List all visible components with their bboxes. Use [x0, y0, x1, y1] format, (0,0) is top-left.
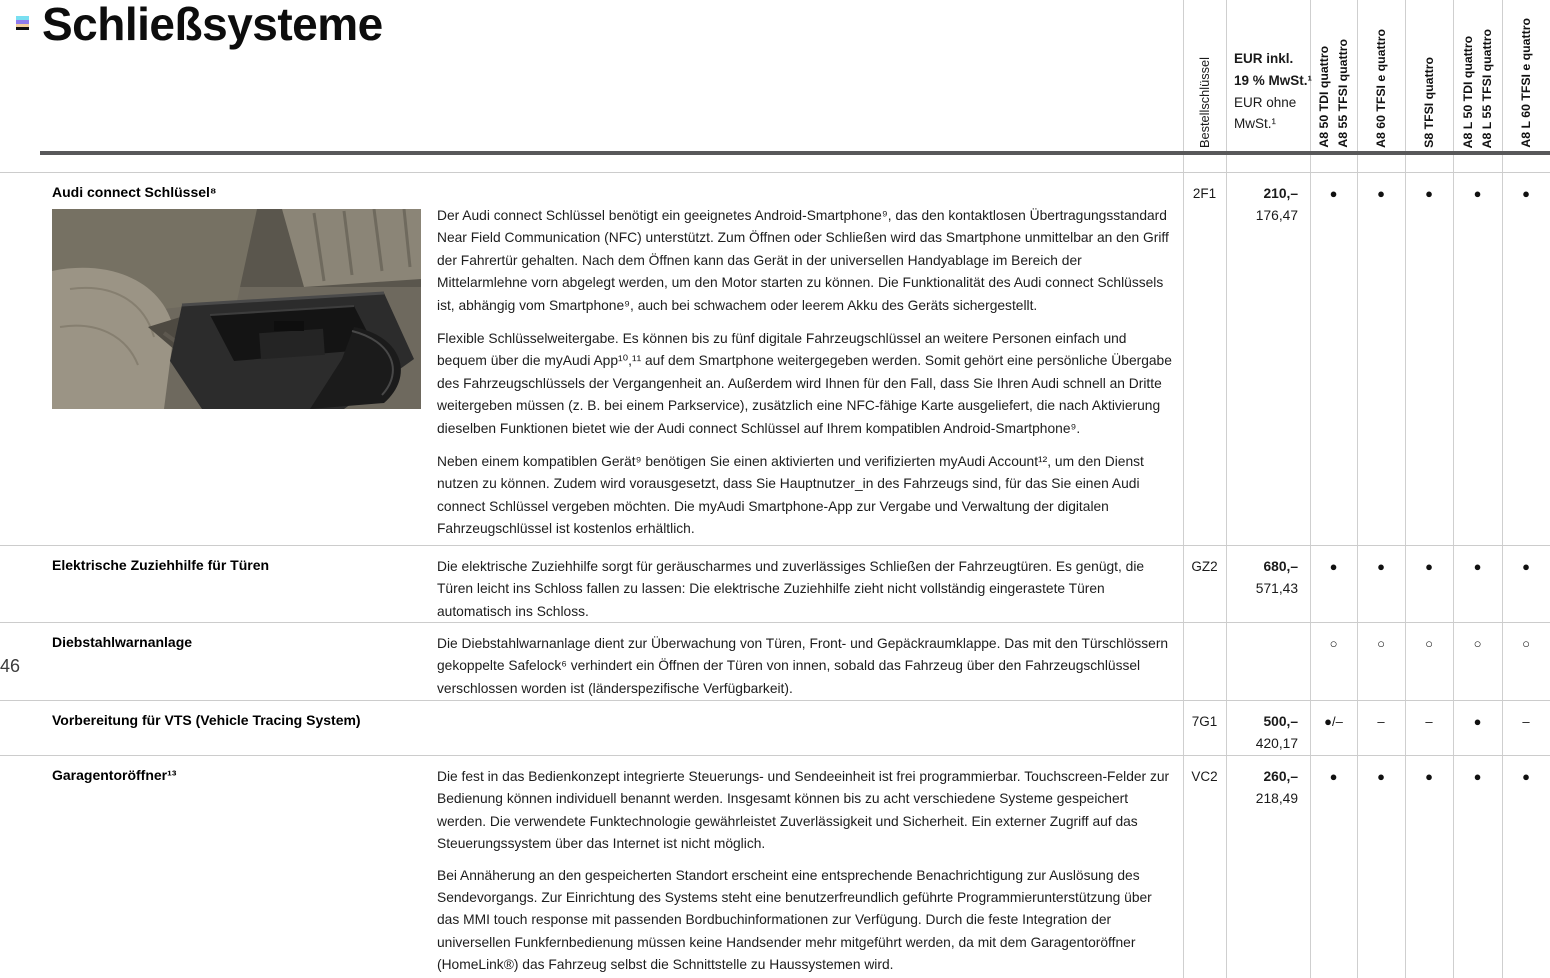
order-code: 2F1 — [1192, 186, 1217, 201]
availability-marker: ● — [1377, 559, 1385, 574]
description-paragraph: Flexible Schlüsselweitergabe. Es können bis zu fünf digitale Fahrzeugschlüssel an weitere Personen einfach und bequem über die myAudi App¹⁰,¹¹ auf dem Smartphone weitergegeben werden. Somit gehört eine persönliche Übergabe des Fahrzeugschlüssels der Vergangenheit an. Außerdem wird Ihnen für den Fall, dass Sie Ihren Audi schnell an Dritte weitergeben müssen (z. B. bei einem Parkservice), zusätzlich eine NFC-fähige Karte ausgeliefert, die nach Aktivierung dieselben Funktionen bietet wie der Audi connect Schlüssel auf Ihrem kompatiblen Android-Smartphone⁹. — [437, 331, 1172, 436]
model-name: A8 55 TFSI quattro — [1335, 39, 1350, 148]
availability-marker: ● — [1377, 769, 1385, 784]
model-name: A8 50 TDI quattro — [1316, 46, 1331, 148]
availability-marker: – — [1522, 714, 1530, 729]
price-cell — [1226, 556, 1298, 601]
option-title: Vorbereitung für VTS (Vehicle Tracing System) — [52, 712, 361, 728]
header-model-column — [1502, 0, 1550, 148]
header-price — [1234, 48, 1312, 135]
table-row — [0, 755, 1550, 978]
header-model-column — [1310, 0, 1357, 148]
availability-marker: ● — [1425, 559, 1433, 574]
description-paragraph: Bei Annäherung an den gespeicherten Standort erscheint eine entsprechende Benachrichtigung zur Auslösung des Sendevorgangs. Zur Einrichtung des Systems steht eine benutzerfreundlich geführte Programmierunterstützung über das MMI touch response mit passenden Bordbuchinformationen zur Verfügung. Durch die feste Integration der universellen Funkfernbedienung müssen keine Handsender mehr mitgeführt werden, da mit dem Garagentoröffner (HomeLink®) das Fahrzeug selbst die Schnittstelle zu Haussystemen wird. — [437, 867, 1152, 973]
availability-marker: ○ — [1473, 636, 1482, 651]
description-paragraph: Die elektrische Zuziehhilfe sorgt für geräuscharmes und zuverlässiges Schließen der Fahrzeugtüren. Es genügt, die Türen leicht ins Schloss fallen zu lassen: Die elektrische Zuziehhilfe zieht nicht vollständig eingerastete Türen automatisch ins Schloss. — [437, 559, 1145, 619]
price-net: 218,49 — [1255, 791, 1298, 807]
price-cell — [1226, 766, 1298, 811]
price-head-line: 19 % MwSt.¹ — [1234, 72, 1313, 88]
availability-marker: ● — [1522, 769, 1530, 784]
price-gross: 210,– — [1263, 186, 1298, 201]
car-interior-illustration — [52, 209, 421, 409]
option-description — [437, 205, 1175, 545]
price-net: 176,47 — [1255, 208, 1298, 224]
model-name: A8 L 55 TFSI quattro — [1479, 28, 1494, 148]
header-model-column — [1357, 0, 1405, 148]
page-title: Schließsysteme — [42, 0, 383, 50]
availability-marker: ● — [1473, 769, 1482, 784]
model-name: A8 60 TFSI e quattro — [1373, 29, 1388, 148]
option-description — [437, 556, 1175, 622]
availability-marker: ○ — [1329, 636, 1338, 651]
price-cell — [1226, 711, 1298, 755]
option-title: Garagentoröffner¹³ — [52, 767, 177, 783]
page-number: 46 — [0, 656, 21, 676]
price-head-line: EUR inkl. — [1234, 51, 1294, 66]
armrest-compartment-photo — [52, 209, 421, 409]
order-code-label: Bestellschlüssel — [1197, 56, 1212, 148]
price-net: 420,17 — [1255, 736, 1298, 752]
availability-marker: ● — [1473, 186, 1482, 201]
header-model-column — [1453, 0, 1502, 148]
description-paragraph: Neben einem kompatiblen Gerät⁹ benötigen Sie einen aktivierten und verifizierten myAudi Account¹², um den Dienst nutzen zu können. Zudem wird vorausgesetzt, dass Sie Hauptnutzer_in des Fahrzeugs sind, für das Sie einen Audi connect Schlüssel vergeben möchten. Die myAudi Smartphone-App zur Vergabe und Verwaltung der digitalen Fahrzeugschlüssel ist kostenlos erhältlich. — [437, 454, 1144, 537]
availability-marker: ● — [1473, 714, 1482, 729]
availability-marker: – — [1425, 714, 1433, 729]
price-net: 571,43 — [1255, 581, 1298, 597]
order-code: VC2 — [1191, 769, 1218, 784]
price-gross: 500,– — [1263, 714, 1298, 729]
availability-marker: ○ — [1377, 636, 1385, 651]
price-gross: 260,– — [1263, 769, 1298, 784]
availability-marker: – — [1377, 714, 1385, 729]
availability-marker: ● — [1329, 186, 1338, 201]
header-model-column — [1405, 0, 1453, 148]
model-name: A8 L 60 TFSI e quattro — [1518, 18, 1533, 148]
header-order-code — [1183, 0, 1226, 148]
availability-marker: ● — [1522, 559, 1530, 574]
option-description — [437, 766, 1175, 978]
option-title: Diebstahlwarnanlage — [52, 634, 193, 650]
description-paragraph: Der Audi connect Schlüssel benötigt ein geeignetes Android-Smartphone⁹, das den kontaktlosen Übertragungsstandard Near Field Communication (NFC) unterstützt. Zum Öffnen oder Schließen wird das Smartphone unmittelbar an den Griff der Fahrertür gehalten. Nach dem Öffnen kann das Gerät in der universellen Handyablage im Bereich der Mittelarmlehne vorn abgelegt werden, um den Motor starten zu können. Die Funktionalität des Audi connect Schlüssels ist, abhängig vom Smartphone⁹, auch bei schwachem oder leerem Akku des Geräts sichergestellt. — [437, 208, 1169, 313]
option-title: Elektrische Zuziehhilfe für Türen — [52, 557, 270, 573]
price-cell — [1226, 183, 1298, 228]
availability-marker: ● — [1522, 186, 1530, 201]
header-rule — [40, 151, 1550, 155]
price-head-line: MwSt.¹ — [1234, 116, 1276, 132]
option-description — [437, 633, 1175, 700]
order-code: GZ2 — [1191, 559, 1218, 574]
description-paragraph: Die fest in das Bedienkonzept integrierte Steuerungs- und Sendeeinheit ist frei programmierbar. Touchscreen-Felder zur Bedienung können individuell benannt werden. Insgesamt können bis zu acht verschiedene Systeme gespeichert werden. Die verwendete Funktechnologie gewährleistet Zuverlässigkeit und Sicherheit. Ein externer Zugriff auf das Steuerungssystem über das Internet ist nicht möglich. — [437, 769, 1170, 852]
availability-marker: ● — [1425, 769, 1433, 784]
color-stripes-icon — [16, 16, 29, 30]
table-row — [0, 172, 1550, 545]
table-row — [0, 622, 1550, 700]
availability-marker: ● — [1425, 186, 1433, 201]
price-head-line: EUR ohne — [1234, 94, 1297, 110]
price-gross: 680,– — [1263, 559, 1298, 574]
order-code: 7G1 — [1191, 714, 1218, 729]
model-name: S8 TFSI quattro — [1421, 57, 1436, 148]
availability-marker: ○ — [1522, 636, 1530, 651]
description-paragraph: Die Diebstahlwarnanlage dient zur Überwachung von Türen, Front- und Gepäckraumklappe. Das mit den Türschlössern gekoppelte Safelock⁶ verhindert ein Öffnen der Türen von innen, sobald das Fahrzeug über den Fahrzeugschlüssel verschlossen worden ist (länderspezifische Verfügbarkeit). — [437, 636, 1169, 696]
availability-marker: ● — [1377, 186, 1385, 201]
availability-marker: ●/– — [1324, 714, 1343, 729]
table-row — [0, 545, 1550, 622]
option-title: Audi connect Schlüssel⁸ — [52, 184, 217, 200]
availability-marker: ○ — [1425, 636, 1433, 651]
model-name: A8 L 50 TDI quattro — [1460, 35, 1475, 148]
table-row — [0, 700, 1550, 755]
availability-marker: ● — [1473, 559, 1482, 574]
availability-marker: ● — [1329, 769, 1338, 784]
availability-marker: ● — [1329, 559, 1338, 574]
